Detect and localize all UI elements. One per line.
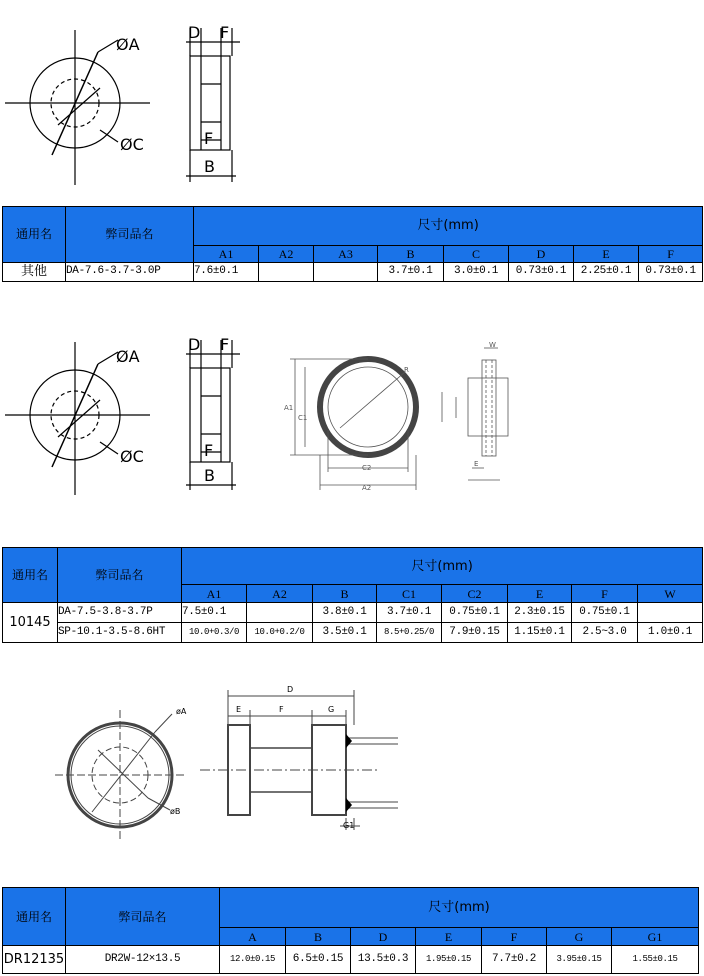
header-model-name: 弊司品名 (66, 207, 194, 263)
value-cell: 7.5±0.1 (182, 603, 247, 623)
spec-table-2 (2, 547, 703, 643)
value-cell: 10.0+0.2/0 (247, 623, 313, 643)
general-name-cell: 其他 (3, 262, 66, 281)
label-phi-a: øA (176, 707, 187, 716)
value-cell (638, 603, 703, 623)
value-cell: 7.9±0.15 (442, 623, 508, 643)
subheader: E (574, 245, 639, 262)
subheader: A1 (182, 585, 247, 603)
subheader: B (378, 245, 444, 262)
subheader: E (416, 928, 482, 946)
value-cell: 0.73±0.1 (639, 262, 703, 281)
label-d: D (287, 685, 294, 694)
header-general-name: 通用名 (3, 207, 66, 263)
value-cell: 3.7±0.1 (378, 262, 444, 281)
value-cell: 2.25±0.1 (574, 262, 639, 281)
value-cell: 2.5~3.0 (572, 623, 638, 643)
label-d: D (188, 335, 201, 354)
value-cell: 0.75±0.1 (572, 603, 638, 623)
subheader: F (639, 245, 703, 262)
subheader: A (220, 928, 286, 946)
label-f: F (279, 705, 284, 714)
header-size: 尺寸(mm) (194, 207, 703, 246)
subheader: G1 (612, 928, 699, 946)
label-a2: A2 (362, 484, 372, 492)
subheader: F (572, 585, 638, 603)
value-cell: 1.0±0.1 (638, 623, 703, 643)
spec-table-3 (2, 887, 699, 974)
value-cell (259, 262, 314, 281)
label-phi-a: ØA (116, 347, 140, 366)
label-b: B (204, 157, 215, 176)
label-b: B (204, 466, 215, 485)
subheader: C (444, 245, 509, 262)
value-cell: 10.0+0.3/0 (182, 623, 247, 643)
header-model-name: 弊司品名 (58, 548, 182, 603)
label-r: R (404, 366, 409, 374)
subheader: F (482, 928, 547, 946)
label-g1: G1 (343, 821, 355, 830)
value-cell: 3.8±0.1 (313, 603, 377, 623)
subheader: B (286, 928, 351, 946)
value-cell: 12.0±0.15 (220, 946, 286, 974)
label-a1: A1 (284, 404, 294, 412)
drum-core-drawing (0, 670, 704, 880)
value-cell (247, 603, 313, 623)
value-cell: 1.15±0.1 (508, 623, 572, 643)
subheader: A3 (314, 245, 378, 262)
subheader: B (313, 585, 377, 603)
header-size: 尺寸(mm) (182, 548, 703, 585)
subheader: D (351, 928, 416, 946)
label-phi-c: ØC (120, 135, 144, 154)
value-cell: 0.75±0.1 (442, 603, 508, 623)
header-model-name: 弊司品名 (66, 888, 220, 946)
value-cell: 7.6±0.1 (194, 262, 259, 281)
general-name-cell: DR12135 (3, 946, 66, 974)
label-e: E (236, 705, 242, 714)
subheader: W (638, 585, 703, 603)
label-c2: C2 (362, 464, 372, 472)
header-general-name: 通用名 (3, 888, 66, 946)
subheader: A2 (247, 585, 313, 603)
value-cell: 7.7±0.2 (482, 946, 547, 974)
subheader: A2 (259, 245, 314, 262)
label-phi-a: ØA (116, 35, 140, 54)
value-cell: 3.95±0.15 (547, 946, 612, 974)
header-general-name: 通用名 (3, 548, 58, 603)
subheader: C1 (377, 585, 442, 603)
label-d: D (188, 23, 201, 42)
label-w: W (489, 341, 496, 349)
value-cell: 3.7±0.1 (377, 603, 442, 623)
label-f-top: F (220, 335, 230, 354)
label-phi-b: øB (170, 807, 181, 816)
header-size: 尺寸(mm) (220, 888, 699, 928)
label-c1: C1 (298, 414, 308, 422)
subheader: D (509, 245, 574, 262)
model-cell: DR2W-12×13.5 (66, 946, 220, 974)
subheader: C2 (442, 585, 508, 603)
value-cell: 8.5+0.25/0 (377, 623, 442, 643)
value-cell: 2.3±0.15 (508, 603, 572, 623)
value-cell: 6.5±0.15 (286, 946, 351, 974)
value-cell: 0.73±0.1 (509, 262, 574, 281)
label-g: G (328, 705, 335, 714)
value-cell: 1.55±0.15 (612, 946, 699, 974)
model-cell: DA-7.6-3.7-3.0P (66, 262, 194, 281)
label-f-top: F (220, 23, 230, 42)
value-cell: 1.95±0.15 (416, 946, 482, 974)
model-cell: DA-7.5-3.8-3.7P (58, 603, 182, 623)
value-cell: 3.5±0.1 (313, 623, 377, 643)
subheader: G (547, 928, 612, 946)
bobbin-drawing-1 (0, 0, 704, 200)
general-name-cell: 10145 (3, 603, 58, 643)
bobbin-drawing-2 (0, 330, 704, 530)
label-f-mid: F (204, 441, 214, 460)
label-phi-c: ØC (120, 447, 144, 466)
label-e: E (474, 460, 479, 468)
label-f-mid: F (204, 129, 214, 148)
value-cell: 3.0±0.1 (444, 262, 509, 281)
subheader: A1 (194, 245, 259, 262)
value-cell: 13.5±0.3 (351, 946, 416, 974)
spec-table-1 (2, 206, 703, 282)
model-cell: SP-10.1-3.5-8.6HT (58, 623, 182, 643)
value-cell (314, 262, 378, 281)
subheader: E (508, 585, 572, 603)
